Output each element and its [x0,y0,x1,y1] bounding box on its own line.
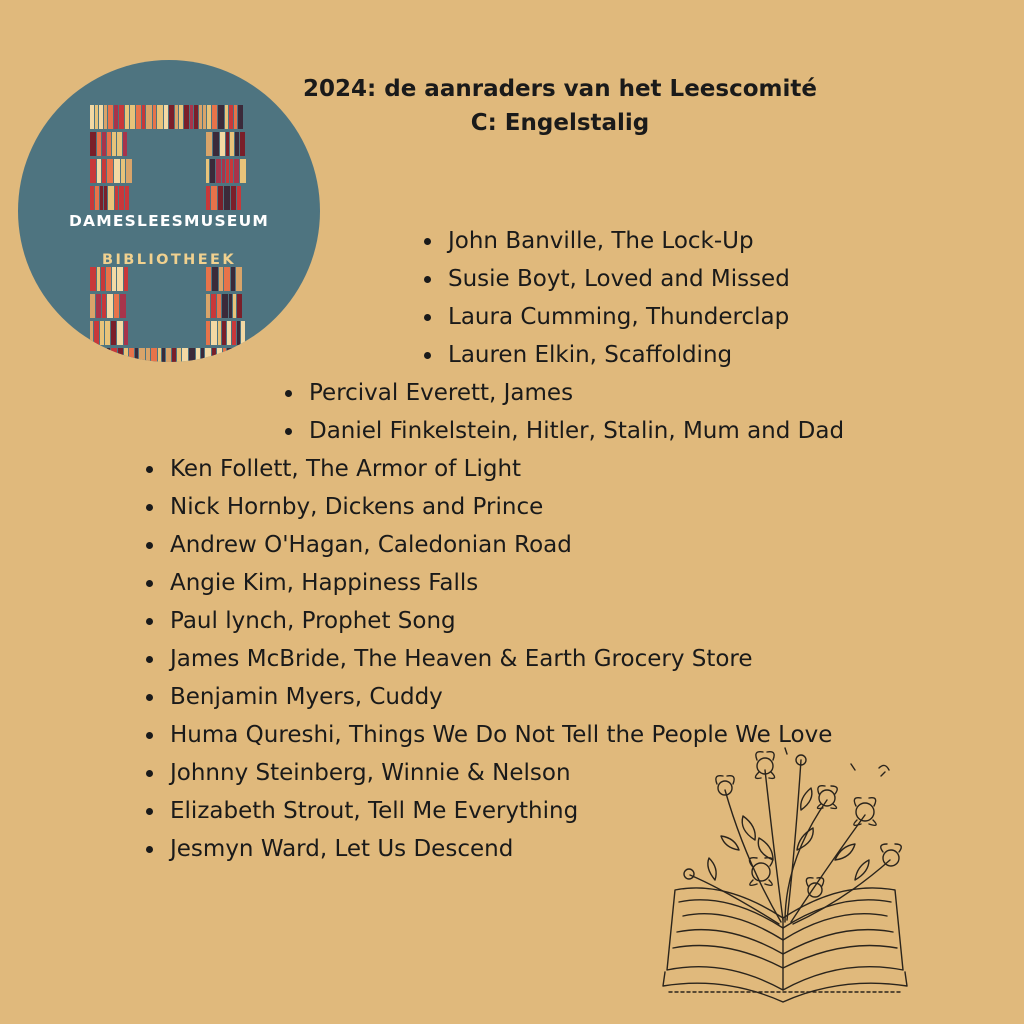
logo-name: DAMESLEESMUSEUM [68,212,270,230]
list-item: Elizabeth Strout, Tell Me Everything [170,792,578,830]
list-item: Andrew O'Hagan, Caledonian Road [170,526,572,564]
list-item: James McBride, The Heaven & Earth Grocery Store [170,640,753,678]
list-item: John Banville, The Lock-Up [448,222,754,260]
list-item: Jesmyn Ward, Let Us Descend [170,830,513,868]
open-book-flowers-icon [655,740,915,1005]
list-item: Angie Kim, Happiness Falls [170,564,478,602]
list-item: Paul lynch, Prophet Song [170,602,456,640]
logo-subtitle: BIBLIOTHEEK [102,252,236,268]
list-item: Johnny Steinberg, Winnie & Nelson [170,754,571,792]
title-line-2: C: Engelstalig [470,110,650,136]
list-item: Nick Hornby, Dickens and Prince [170,488,543,526]
list-item: Lauren Elkin, Scaffolding [448,336,732,374]
list-item: Percival Everett, James [309,374,573,412]
list-item: Susie Boyt, Loved and Missed [448,260,790,298]
list-item: Huma Qureshi, Things We Do Not Tell the People We Love [170,716,832,754]
list-item: Ken Follett, The Armor of Light [170,450,521,488]
list-item: Laura Cumming, Thunderclap [448,298,789,336]
title-line-1: 2024: de aanraders van het Leescomité [303,76,817,102]
list-item: Daniel Finkelstein, Hitler, Stalin, Mum and Dad [309,412,844,450]
list-item: Benjamin Myers, Cuddy [170,678,443,716]
page-title [260,72,860,140]
